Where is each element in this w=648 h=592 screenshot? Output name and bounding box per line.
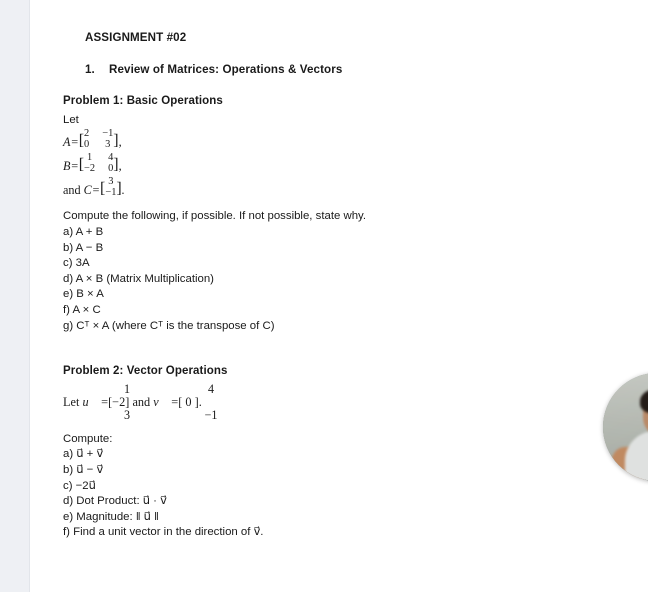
matrix-a-col-1 xyxy=(84,129,89,150)
matrix-c-cell-r1c1: 3 xyxy=(108,176,114,188)
vector-definitions-middle-row xyxy=(63,395,202,411)
vector-v-trailing-punctuation: . xyxy=(198,394,202,409)
matrix-c-close-bracket: ] xyxy=(116,179,122,197)
matrix-b-close-bracket: ] xyxy=(113,155,119,173)
vector-u-value-3: 3 xyxy=(123,407,131,422)
webcam-video-bubble[interactable] xyxy=(603,373,648,481)
matrix-c-cell-r2c1: −1 xyxy=(105,186,117,198)
matrix-c-open-bracket: [ xyxy=(100,179,106,197)
matrix-b-definition xyxy=(63,152,483,176)
vector-definitions xyxy=(63,383,483,423)
problem-1-item-a: a) A + B xyxy=(63,225,104,238)
vector-v-value-3: −1 xyxy=(204,407,218,422)
problem-2-item-a: a) u⃗ + v⃗ xyxy=(63,448,104,461)
vector-u-equals: = xyxy=(101,394,109,409)
problem-1-let-label: Let xyxy=(63,113,79,126)
vector-v-close-bracket: ] xyxy=(194,394,199,409)
problem-2-item-b: b) u⃗ − v⃗ xyxy=(63,463,104,476)
problem-1-item-b: b) A − B xyxy=(63,241,104,254)
section-heading xyxy=(85,62,483,78)
matrix-b-name: B xyxy=(63,158,71,173)
problem-2-item-e: e) Magnitude: ‖ u⃗ ‖ xyxy=(63,510,159,523)
matrix-b-equals: = xyxy=(70,158,79,173)
matrix-a-cell-r2c2: 3 xyxy=(105,138,111,150)
problem-1-item-g: g) Cᵀ × A (where Cᵀ is the transpose of C) xyxy=(63,319,275,332)
vector-v-open-bracket: [ xyxy=(178,394,183,409)
matrix-b-cell-r2c2: 0 xyxy=(108,162,114,174)
matrix-c-name: C xyxy=(83,182,92,197)
matrix-c-trailing-punctuation: . xyxy=(121,182,125,197)
page-left-gutter xyxy=(0,0,30,592)
matrix-a-cell-r1c1: 2 xyxy=(84,128,90,140)
matrix-b-cell-r1c2: 4 xyxy=(108,152,114,164)
vector-u-value-2: −2 xyxy=(112,394,126,409)
problem-1-instruction: Compute the following, if possible. If not possible, state why. xyxy=(63,210,367,223)
section-title: Review of Matrices: Operations & Vectors xyxy=(109,62,343,76)
matrix-a-cell-r2c1: 0 xyxy=(84,138,90,150)
matrix-a-trailing-punctuation: , xyxy=(118,134,122,149)
problem-1-item-d: d) A × B (Matrix Multiplication) xyxy=(63,272,214,285)
problem-2-let-label: Let xyxy=(63,394,80,409)
vector-u-open-bracket: [ xyxy=(108,394,113,409)
document-content xyxy=(63,30,483,541)
vector-conjunction: and xyxy=(132,394,151,409)
matrix-c-prefix: and xyxy=(63,182,81,197)
vector-u-close-bracket: ] xyxy=(125,394,130,409)
matrix-a-close-bracket: ] xyxy=(113,131,119,149)
problem-2-item-f: f) Find a unit vector in the direction of v⃗. xyxy=(63,526,264,539)
section-number: 1. xyxy=(85,62,95,76)
problem-2-item-d: d) Dot Product: u⃗ · v⃗ xyxy=(63,495,167,508)
vector-u-name: u⃗ xyxy=(82,394,99,409)
vector-v-equals: = xyxy=(171,394,179,409)
problem-1-item-f: f) A × C xyxy=(63,303,101,316)
spacer-after-matrices xyxy=(63,200,483,209)
problem-2-instruction: Compute: xyxy=(63,432,113,445)
vector-v-value-1: 4 xyxy=(207,381,215,396)
vector-v-name: v⃗ xyxy=(153,394,169,409)
matrix-a-open-bracket: [ xyxy=(78,131,85,149)
matrix-a-definition xyxy=(63,128,483,152)
problem-1-item-c: c) 3A xyxy=(63,257,90,270)
matrix-c-equals: = xyxy=(91,182,101,197)
matrix-b-trailing-punctuation: , xyxy=(118,158,122,173)
spacer-between-problems xyxy=(63,334,483,364)
vector-u-value-1: 1 xyxy=(123,381,131,396)
matrix-b-cell-r1c1: 1 xyxy=(86,152,93,164)
matrix-a-name: A xyxy=(63,134,71,149)
matrix-a-col-2 xyxy=(102,129,113,150)
matrix-b-col-1 xyxy=(84,153,95,174)
matrix-c-definition xyxy=(63,176,483,200)
problem-1-heading: Problem 1: Basic Operations xyxy=(63,95,223,108)
assignment-title: ASSIGNMENT #02 xyxy=(85,31,187,44)
matrix-a-equals: = xyxy=(70,134,79,149)
vector-v-value-2: 0 xyxy=(185,394,192,409)
matrix-b-open-bracket: [ xyxy=(78,155,85,173)
problem-1-item-e: e) B × A xyxy=(63,288,104,301)
problem-2-item-c: c) −2u⃗ xyxy=(63,479,96,492)
matrix-a-cell-r1c2: −1 xyxy=(102,128,114,140)
problem-2-heading: Problem 2: Vector Operations xyxy=(63,365,228,378)
spacer-after-vectors xyxy=(63,423,483,432)
matrix-c-col-1 xyxy=(105,177,116,198)
matrix-b-cell-r2c1: −2 xyxy=(84,162,96,174)
